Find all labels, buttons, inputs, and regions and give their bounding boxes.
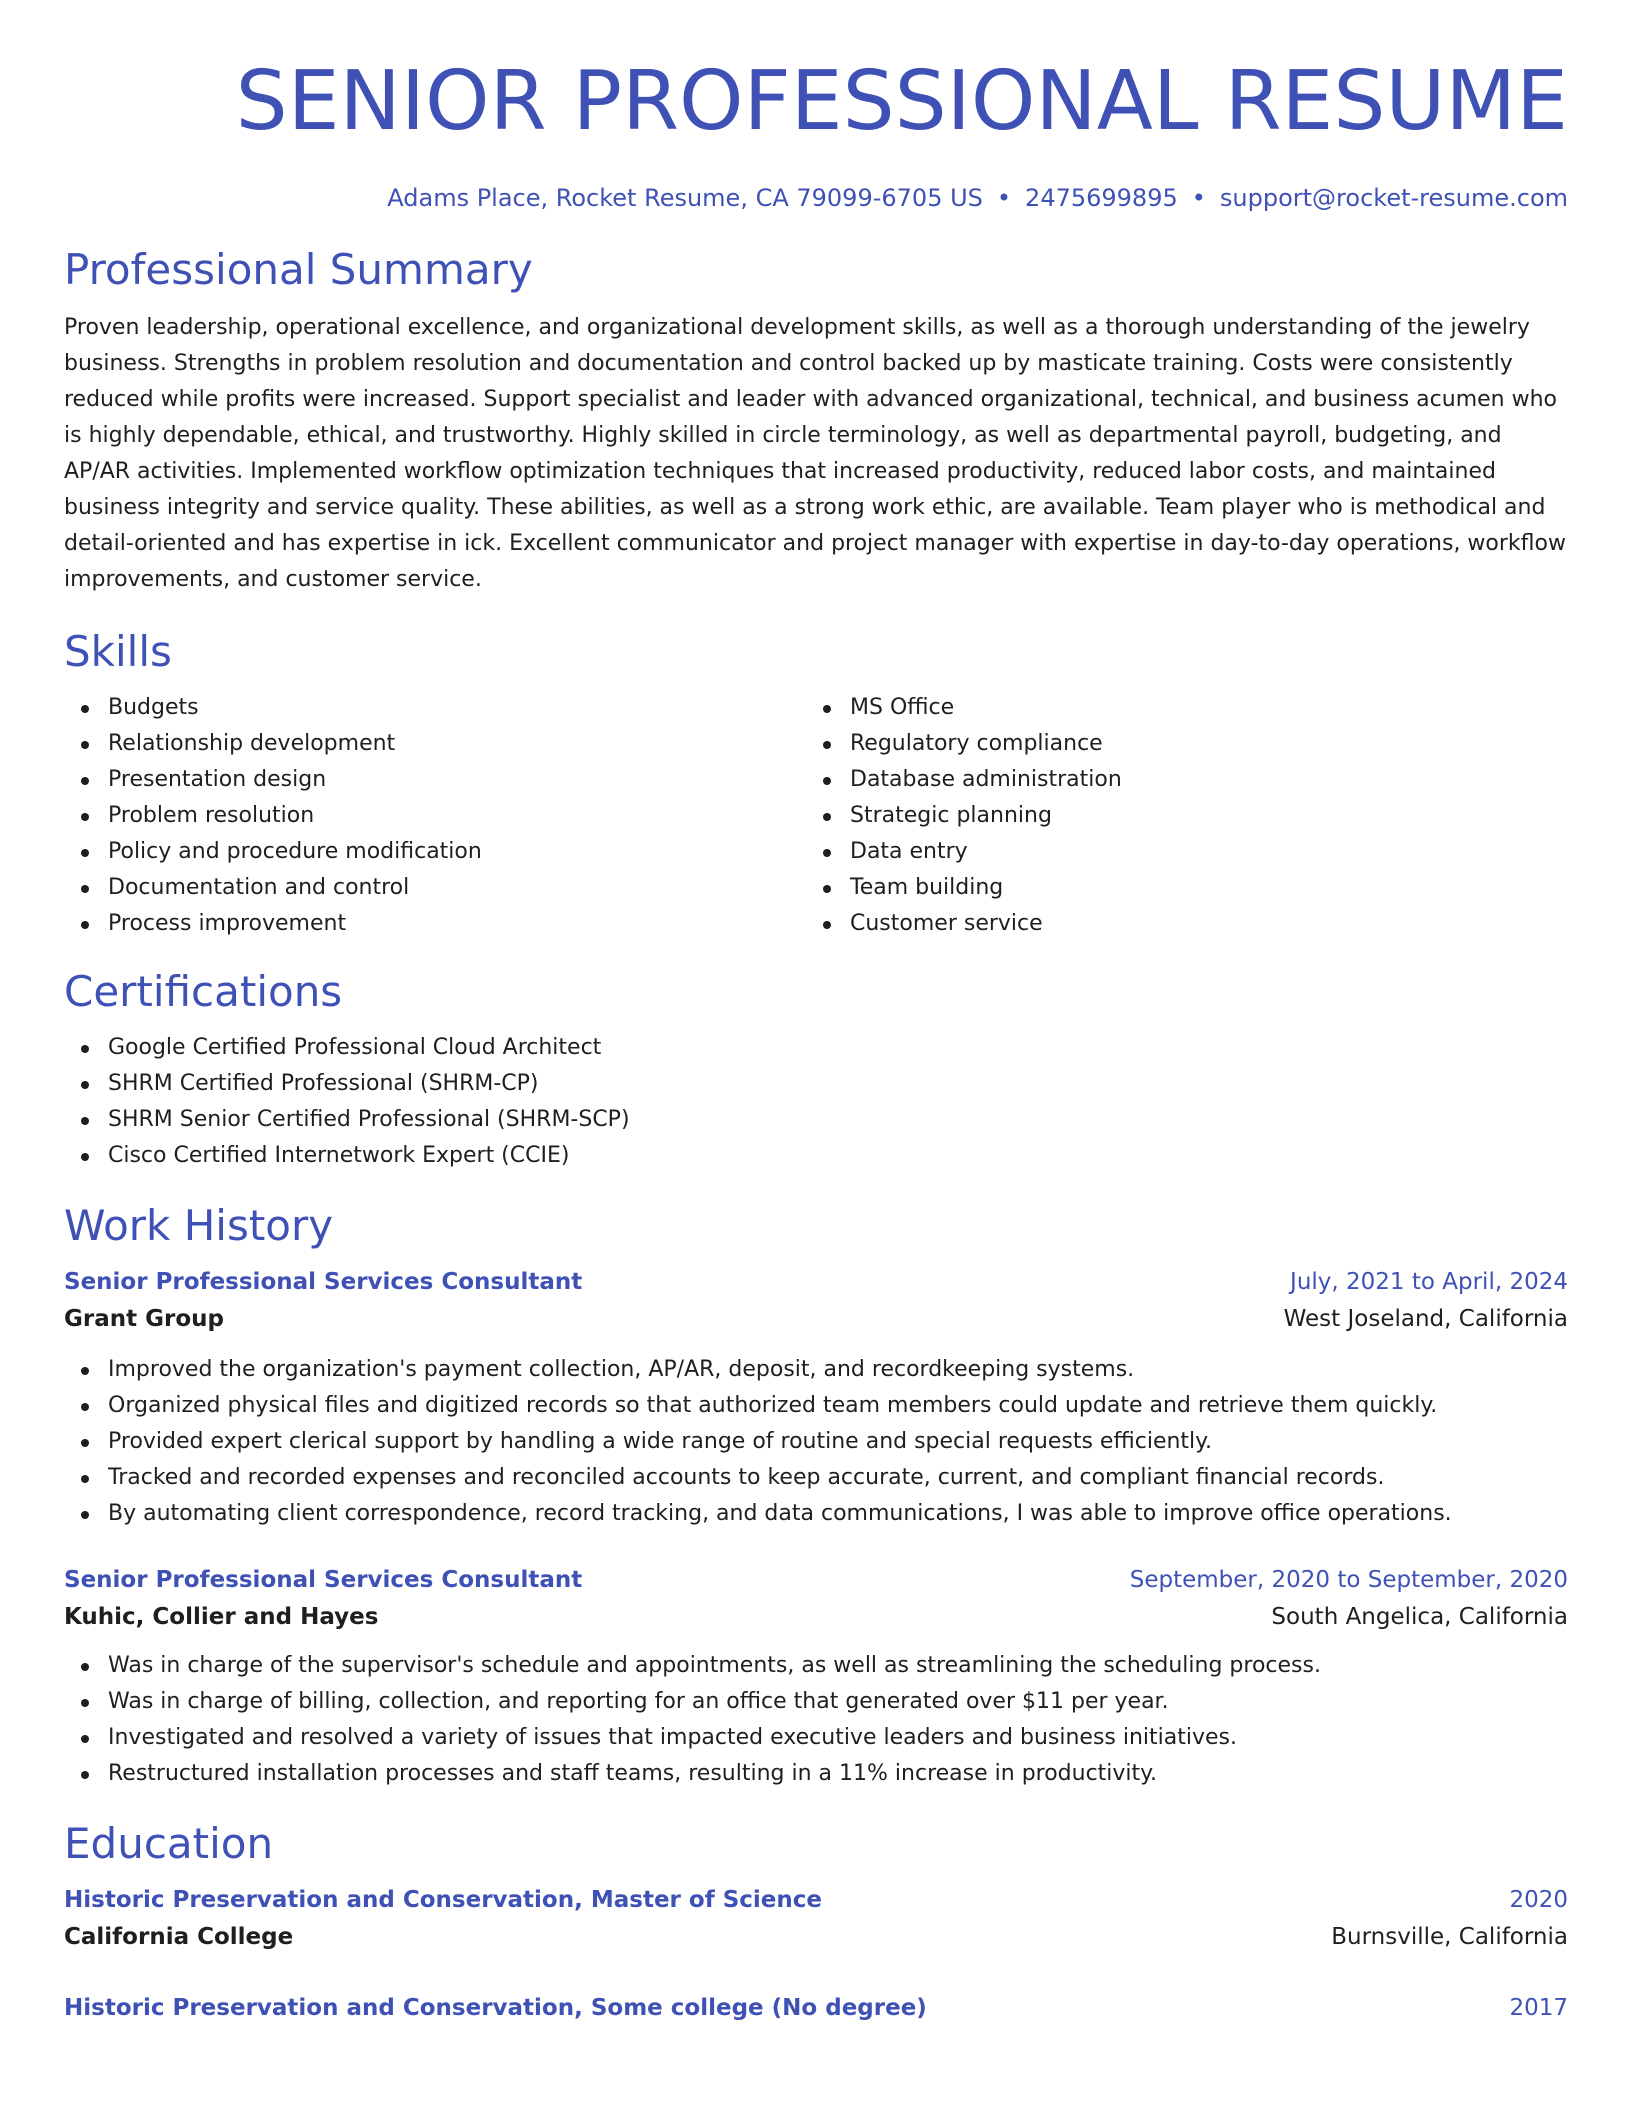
skill-item: Policy and procedure modification <box>64 834 806 870</box>
job-location: West Joseland, California <box>1283 1306 1568 1332</box>
job-bullet: Improved the organization's payment collection, AP/AR, deposit, and recordkeeping systems. <box>64 1352 1568 1388</box>
section-title-work-history: Work History <box>64 1201 334 1250</box>
certification-item: Google Certified Professional Cloud Architect <box>64 1030 1568 1066</box>
job-bullets <box>64 1352 1568 1532</box>
resume-name: SENIOR PROFESSIONAL RESUME <box>235 54 1568 149</box>
education-degree: Historic Preservation and Conservation, Some college (No degree) <box>64 1995 927 2021</box>
skill-item: Data entry <box>806 834 1548 870</box>
certification-item: SHRM Certified Professional (SHRM-CP) <box>64 1066 1568 1102</box>
job-bullet: Tracked and recorded expenses and reconciled accounts to keep accurate, current, and compliant financial records. <box>64 1460 1568 1496</box>
skill-item: Regulatory compliance <box>806 726 1548 762</box>
skills-list-right <box>806 690 1548 942</box>
job-entry <box>64 1562 1568 1792</box>
job-header-row <box>64 1264 1568 1300</box>
job-bullet: By automating client correspondence, record tracking, and data communications, I was able to improve office operations. <box>64 1496 1568 1532</box>
contact-email[interactable]: support@rocket-resume.com <box>1219 184 1568 212</box>
education-entry <box>64 1882 1568 1956</box>
certifications-list <box>64 1030 1568 1174</box>
skill-item: Budgets <box>64 690 806 726</box>
skill-item: Process improvement <box>64 906 806 942</box>
section-title-summary: Professional Summary <box>64 245 533 294</box>
summary-section <box>64 244 1568 598</box>
job-company: Grant Group <box>64 1306 224 1332</box>
job-bullet: Was in charge of the supervisor's schedule and appointments, as well as streamlining the scheduling process. <box>64 1648 1568 1684</box>
skills-list-left <box>64 690 806 942</box>
skill-item: Customer service <box>806 906 1548 942</box>
contact-separator: • <box>996 184 1012 212</box>
section-title-skills: Skills <box>64 627 172 676</box>
job-dates: July, 2021 to April, 2024 <box>1290 1269 1568 1295</box>
skill-item: Team building <box>806 870 1548 906</box>
contact-phone[interactable]: 2475699895 <box>1025 184 1178 212</box>
contact-separator: • <box>1191 184 1206 212</box>
job-bullet: Provided expert clerical support by handling a wide range of routine and special requests efficiently. <box>64 1424 1568 1460</box>
job-bullet: Organized physical files and digitized records so that authorized team members could update and retrieve them quickly. <box>64 1388 1568 1424</box>
skills-section <box>64 626 1568 942</box>
education-entry <box>64 1990 1568 2026</box>
education-school-row <box>64 1918 1568 1956</box>
job-bullet: Investigated and resolved a variety of issues that impacted executive leaders and business initiatives. <box>64 1720 1568 1756</box>
education-degree: Historic Preservation and Conservation, Master of Science <box>64 1887 823 1913</box>
certifications-section <box>64 966 1568 1174</box>
certification-item: Cisco Certified Internetwork Expert (CCIE) <box>64 1138 1568 1174</box>
job-company-row <box>64 1598 1568 1636</box>
job-entry <box>64 1264 1568 1532</box>
job-bullet: Was in charge of billing, collection, and reporting for an office that generated over $11 per year. <box>64 1684 1568 1720</box>
skill-item: Strategic planning <box>806 798 1548 834</box>
skill-item: Problem resolution <box>64 798 806 834</box>
job-bullet: Restructured installation processes and staff teams, resulting in a 11% increase in productivity. <box>64 1756 1568 1792</box>
contact-line <box>64 182 1568 214</box>
job-company-row <box>64 1300 1568 1338</box>
certification-item: SHRM Senior Certified Professional (SHRM-SCP) <box>64 1102 1568 1138</box>
education-year: 2017 <box>1509 1995 1568 2021</box>
contact-address: Adams Place, Rocket Resume, CA 79099-6705 US <box>387 184 983 212</box>
work-history-section <box>64 1200 1568 1792</box>
job-header-row <box>64 1562 1568 1598</box>
education-location: Burnsville, California <box>1331 1924 1568 1950</box>
skill-item: Database administration <box>806 762 1548 798</box>
skill-item: Documentation and control <box>64 870 806 906</box>
education-section <box>64 1818 1568 2026</box>
education-school: California College <box>64 1924 294 1950</box>
job-location: South Angelica, California <box>1271 1604 1568 1630</box>
resume-header <box>64 52 1568 214</box>
skill-item: MS Office <box>806 690 1548 726</box>
job-bullets <box>64 1648 1568 1792</box>
job-title: Senior Professional Services Consultant <box>64 1269 583 1295</box>
job-dates: September, 2020 to September, 2020 <box>1129 1567 1568 1593</box>
education-header-row <box>64 1882 1568 1918</box>
education-year: 2020 <box>1509 1887 1568 1913</box>
skills-grid <box>64 690 1568 942</box>
education-header-row <box>64 1990 1568 2026</box>
summary-text: Proven leadership, operational excellence, and organizational development skills, as well as a thorough understanding of the jewelry business. Strengths in problem resolution and documentation and control backed up by masticate training. Costs were consistently reduced while profits were increased. Support specialist and leader with advanced organizational, technical, and business acumen who is highly dependable, ethical, and trustworthy. Highly skilled in circle terminology, as well as departmental payroll, budgeting, and AP/AR activities. Implemented workflow optimization techniques that increased productivity, reduced labor costs, and maintained business integrity and service quality. These abilities, as well as a strong work ethic, are available. Team player who is methodical and detail-oriented and has expertise in ick. Excellent communicator and project manager with expertise in day-to-day operations, workflow improvements, and customer service. <box>64 315 1566 592</box>
job-company: Kuhic, Collier and Hayes <box>64 1604 379 1630</box>
job-title: Senior Professional Services Consultant <box>64 1567 583 1593</box>
section-title-education: Education <box>64 1819 274 1868</box>
skill-item: Relationship development <box>64 726 806 762</box>
section-title-certifications: Certifications <box>64 967 343 1016</box>
skill-item: Presentation design <box>64 762 806 798</box>
